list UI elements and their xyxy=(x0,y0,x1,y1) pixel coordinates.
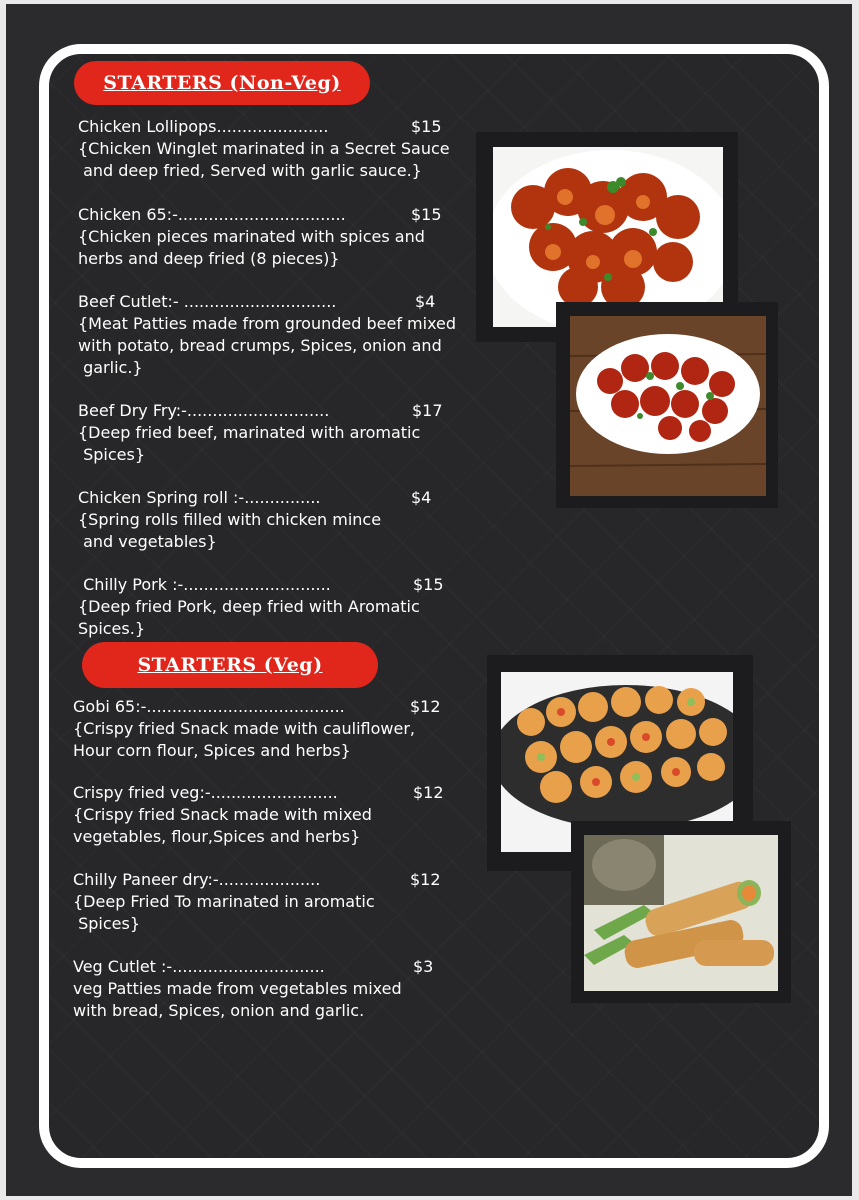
item-desc: herbs and deep fried (8 pieces)} xyxy=(78,249,340,268)
menu-item xyxy=(78,574,420,640)
menu-item xyxy=(73,782,372,848)
item-desc: and vegetables} xyxy=(78,532,217,551)
section-title-nonveg: STARTERS (Non-Veg) xyxy=(74,61,370,105)
item-desc: {Deep fried Pork, deep fried with Aromatic xyxy=(78,597,420,616)
item-name: Beef Cutlet:- .............................. xyxy=(78,292,337,311)
item-desc: {Chicken pieces marinated with spices and xyxy=(78,227,425,246)
item-desc: {Meat Patties made from grounded beef mixed xyxy=(78,314,457,333)
section-title-veg: STARTERS (Veg) xyxy=(82,642,378,688)
item-desc: with bread, Spices, onion and garlic. xyxy=(73,1001,365,1020)
item-price: $12 xyxy=(413,783,444,802)
item-desc: Hour corn flour, Spices and herbs} xyxy=(73,741,351,760)
item-desc: Spices} xyxy=(73,914,140,933)
item-price: $12 xyxy=(410,697,441,716)
item-desc: {Deep Fried To marinated in aromatic xyxy=(73,892,375,911)
item-desc: Spices} xyxy=(78,445,145,464)
item-desc: {Crispy fried Snack made with cauliflower, xyxy=(73,719,416,738)
item-name: Beef Dry Fry:-............................ xyxy=(78,401,330,420)
chicken-dish-photo xyxy=(493,147,723,327)
item-name: Veg Cutlet :-.............................. xyxy=(73,957,325,976)
menu-item xyxy=(78,400,420,466)
menu-page xyxy=(6,4,852,1196)
item-name: Chicken Lollipops...................... xyxy=(78,117,329,136)
item-desc: {Spring rolls filled with chicken mince xyxy=(78,510,382,529)
item-name: Chilly Paneer dry:-.................... xyxy=(73,870,321,889)
menu-item xyxy=(78,204,425,270)
item-price: $4 xyxy=(411,488,432,507)
item-desc: {Deep fried beef, marinated with aromatic xyxy=(78,423,421,442)
item-price: $15 xyxy=(413,575,444,594)
item-price: $4 xyxy=(415,292,436,311)
menu-item xyxy=(78,487,381,553)
item-desc: {Crispy fried Snack made with mixed xyxy=(73,805,372,824)
menu-item xyxy=(73,696,415,762)
item-price: $15 xyxy=(411,205,442,224)
spring-roll-photo xyxy=(584,835,778,991)
item-name: Gobi 65:-....................................... xyxy=(73,697,345,716)
item-desc: with potato, bread crumps, Spices, onion and xyxy=(78,336,442,355)
item-name: Crispy fried veg:-......................... xyxy=(73,783,338,802)
menu-item xyxy=(73,869,375,935)
item-desc: {Chicken Winglet marinated in a Secret Sauce xyxy=(78,139,450,158)
item-desc: garlic.} xyxy=(78,358,143,377)
menu-item xyxy=(78,116,450,182)
item-price: $15 xyxy=(411,117,442,136)
item-name: Chilly Pork :-............................. xyxy=(78,575,331,594)
menu-item xyxy=(73,956,402,1022)
item-name: Chicken Spring roll :-............... xyxy=(78,488,321,507)
item-desc: vegetables, flour,Spices and herbs} xyxy=(73,827,361,846)
item-name: Chicken 65:-................................. xyxy=(78,205,346,224)
item-desc: and deep fried, Served with garlic sauce.} xyxy=(78,161,422,180)
item-price: $17 xyxy=(412,401,443,420)
item-desc: Spices.} xyxy=(78,619,145,638)
menu-item xyxy=(78,291,456,379)
item-desc: veg Patties made from vegetables mixed xyxy=(73,979,402,998)
chilli-dish-photo xyxy=(570,316,766,496)
item-price: $3 xyxy=(413,957,434,976)
item-price: $12 xyxy=(410,870,441,889)
